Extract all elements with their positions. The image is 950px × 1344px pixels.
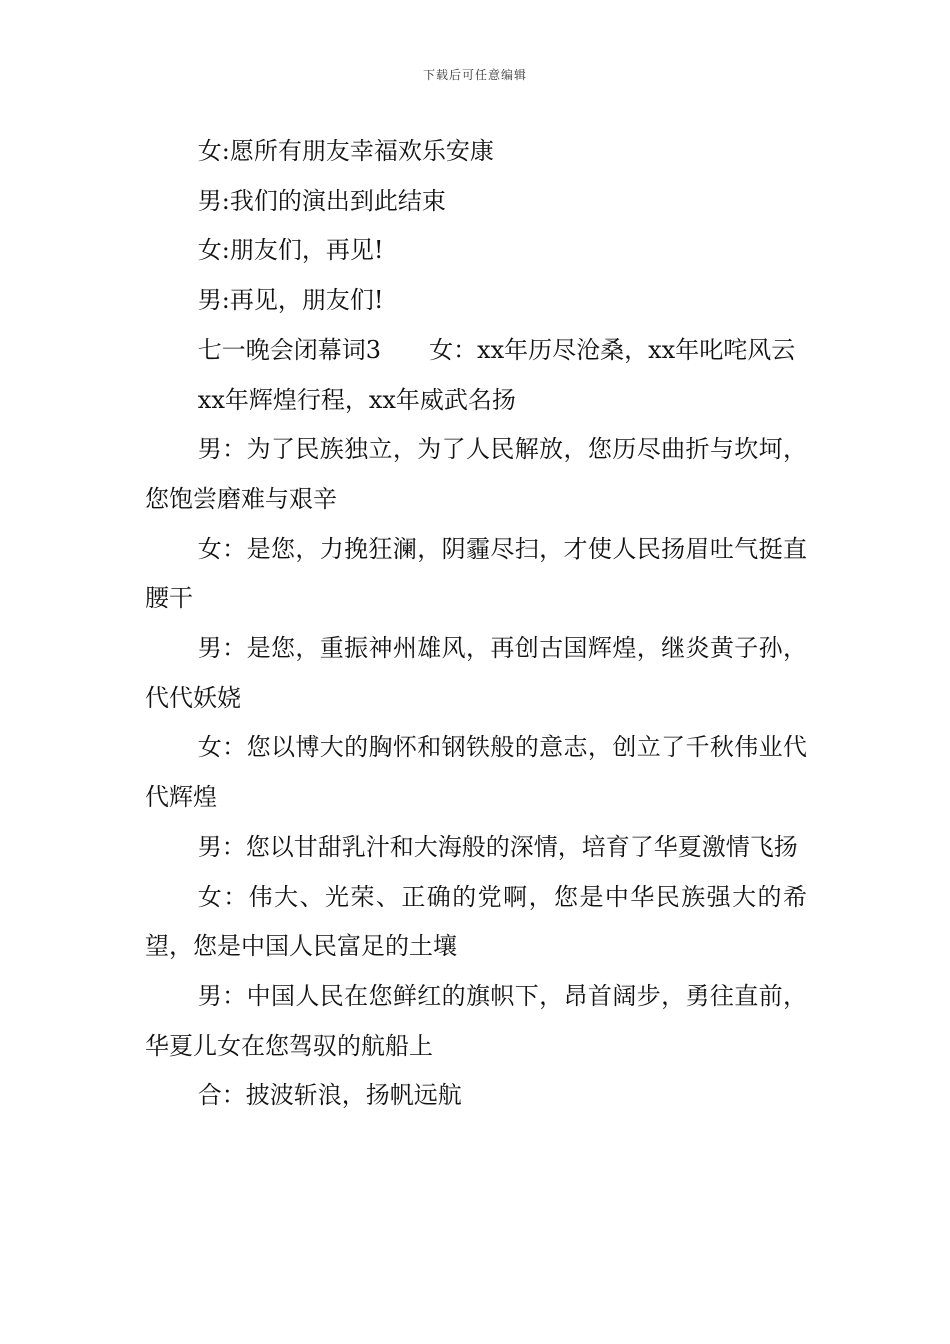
- paragraph: 女:愿所有朋友幸福欢乐安康: [197, 137, 494, 165]
- paragraph: 男：为了民族独立，为了人民解放，您历尽曲折与坎坷，您饱尝磨难与艰辛: [145, 435, 807, 513]
- paragraph: 男:我们的演出到此结束: [197, 186, 446, 215]
- paragraph: 男：您以甘甜乳汁和大海般的深情，培育了华夏激情飞扬: [197, 832, 798, 861]
- paragraph: 七一晚会闭幕词3 女：xx年历尽沧桑，xx年叱咤风云: [197, 335, 796, 364]
- paragraph: 女：您以博大的胸怀和钢铁般的意志，创立了千秋伟业代代辉煌: [145, 733, 807, 812]
- document-body: [145, 127, 807, 1121]
- paragraph: 女:朋友们，再见!: [197, 236, 384, 265]
- paragraph: 女：是您，力挽狂澜，阴霾尽扫，才使人民扬眉吐气挺直腰干: [145, 534, 807, 613]
- paragraph: xx年辉煌行程，xx年威武名扬: [197, 385, 516, 414]
- paragraph: 男:再见，朋友们!: [197, 286, 384, 315]
- paragraph: 男：中国人民在您鲜红的旗帜下，昂首阔步，勇往直前，华夏儿女在您驾驭的航船上: [145, 981, 807, 1060]
- paragraph: 合：披波斩浪，扬帆远航: [197, 1081, 462, 1110]
- page-header: 下载后可任意编辑: [422, 68, 527, 82]
- paragraph: 男：是您，重振神州雄风，再创古国辉煌，继炎黄子孙，代代妖娆: [145, 634, 807, 712]
- paragraph: 女：伟大、光荣、正确的党啊，您是中华民族强大的希望，您是中国人民富足的土壤: [145, 882, 807, 961]
